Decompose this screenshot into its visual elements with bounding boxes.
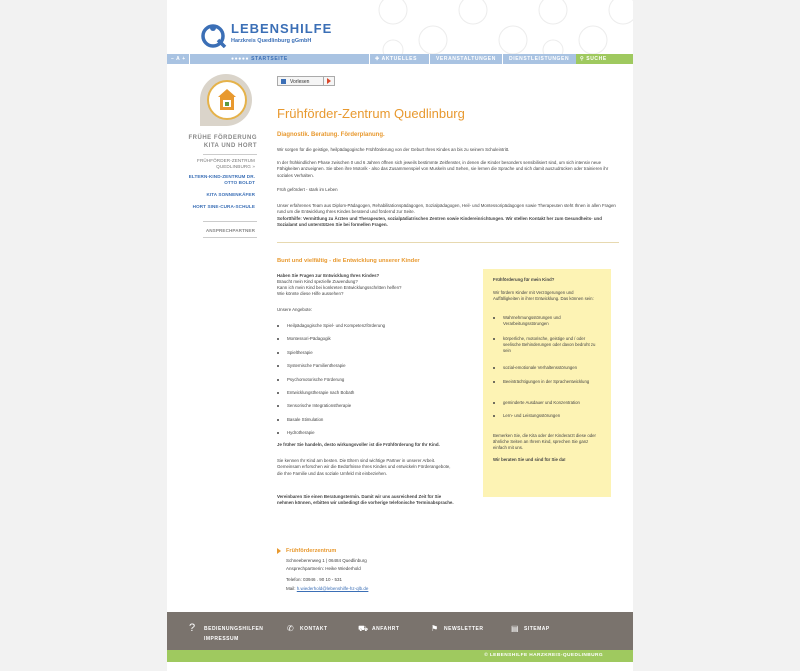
house-icon [209, 82, 245, 118]
list-item-text: Psychomotorische Förderung [287, 377, 345, 382]
contact-mail-label: Mail: [286, 586, 297, 591]
car-icon: ⛟ [358, 624, 369, 633]
document-icon: ▤ [511, 624, 519, 633]
question-4: Wie könnte diese Hilfe aussehen? [277, 291, 344, 296]
header-pattern [373, 0, 633, 54]
info-box-outro: Bemerken Sie, die Kita oder der Kinderarzt diese oder ähnliche Seiten an Ihrem Kind, sprechen Sie ganz einfach mit uns. [493, 433, 596, 451]
info-box-intro: Wir fördern Kinder mit Verzögerungen und Auffälligkeiten in ihrer Entwicklung. Das können sein: [493, 290, 594, 302]
list-item-text: Entwicklungstherapie nach Bobath [287, 390, 355, 395]
list-item-text: Montessori-Pädagogik [287, 336, 331, 341]
sidebar-divider [203, 221, 257, 222]
sidebar-title-line2: KITA UND HORT [203, 143, 257, 149]
contact-heading-label: Frühförderzentrum [286, 548, 337, 554]
list-item-text: Spieltherapie [287, 350, 313, 355]
lebenshilfe-logo-icon [201, 22, 227, 48]
nav-search-label: SUCHE [586, 56, 607, 62]
contact-address: Schneeberenweg 1 | 06484 Quedlinburg [286, 558, 367, 563]
footer-kontakt[interactable]: KONTAKT [300, 626, 328, 632]
nav-separator [189, 54, 190, 64]
nav-separator [502, 54, 503, 64]
vorlesen-button[interactable] [277, 76, 335, 86]
page [167, 0, 633, 671]
contact-mail-link[interactable]: h.wiederhold@lebenshilfe-hz-qlb.de [296, 586, 369, 591]
offers-label: Unsere Angebote: [277, 307, 313, 312]
footer-anfahrt[interactable]: ANFAHRT [372, 626, 400, 632]
intro-paragraph: Wir sorgen für die geistige, heilpädagogische Frühförderung von der Geburt Ihres Kindes an bis zu seinem Schuleintritt. [277, 147, 510, 152]
nav-separator [429, 54, 430, 64]
footer [167, 612, 633, 650]
question-icon: ? [189, 622, 196, 634]
question-3: Kann ich mein Kind bei konkreten Entwicklungsschritten helfen? [277, 285, 402, 290]
font-size-control[interactable]: – A + [171, 56, 186, 62]
sidebar-item-fruehfoerderzentrum[interactable]: FRÜHFÖRDER-ZENTRUM QUEDLINBURG » [197, 158, 255, 169]
info-box-final: Wir beraten Sie und sind für Sie da! [493, 457, 566, 462]
speaker-icon [281, 79, 286, 84]
vorlesen-label: Vorlesen [290, 79, 310, 85]
play-icon [323, 77, 334, 85]
sidebar-divider [203, 237, 257, 238]
nav-search[interactable] [576, 54, 633, 64]
question-2: Braucht mein Kind spezielle Zuwendung? [277, 279, 358, 284]
main-navigation [167, 54, 633, 64]
section-heading: Bunt und vielfältig - die Entwicklung unserer Kinder [277, 258, 420, 264]
nav-aktuelles[interactable] [375, 54, 417, 64]
contact-person: Ansprechpartnerin: Heike Wiederhold [286, 566, 361, 571]
early-action-heading: Je früher Sie handeln, desto wirkungsvoller ist die Frühförderung für Ihr Kind. [277, 442, 440, 447]
info-box-title: Frühförderung für mein Kind? [493, 277, 555, 282]
list-item-text: geminderte Ausdauer und Konzentration [503, 400, 580, 405]
sidebar [167, 64, 265, 612]
dots-icon: ●●●●● [231, 56, 250, 62]
list-item-text: Lern- und Leistungsstörungen [503, 413, 561, 418]
list-item-text: Hydrotherapie [287, 430, 315, 435]
footer-newsletter[interactable]: NEWSLETTER [444, 626, 484, 632]
team-paragraph: Unser erfahrenes Team aus Diplom-Pädagogen, Rehabilitationspädagogen, Sozialpädagogen, Heil- und Montessoripädagogen sowie Therapeuten steht Ihnen in allen Fragen rund um die Entwicklung Ihres Kindes beratend und fördernd zur Seite. [277, 203, 616, 215]
contact-heading [277, 548, 336, 554]
list-item-text: Basale Stimulation [287, 417, 324, 422]
footer-sitemap[interactable]: SITEMAP [524, 626, 550, 632]
info-box [483, 269, 611, 497]
plus-icon: ✚ [375, 56, 380, 62]
search-icon: ⚲ [580, 56, 585, 62]
brand-subtitle: Harzkreis Quedlinburg gGmbH [231, 38, 312, 44]
question-1: Haben Sie Fragen zur Entwicklung Ihres Kindes? [277, 273, 380, 278]
sidebar-item-eltern-kind-zentrum[interactable]: ELTERN-KIND-ZENTRUM DR. OTTO BOLDT [188, 174, 255, 185]
list-item-text: Sensorische Integrationstherapie [287, 403, 352, 408]
contact-mail [286, 586, 368, 591]
nav-search-inner [580, 54, 607, 64]
footer-bottom-bar [167, 650, 633, 662]
phase-paragraph: In der frühkindlichen Phase zwischen 0 und 6 Jahren öffnen sich jeweils bestimmte Zeitfenster, in denen die Kinder besonders sensibilisiert sind, um sich intensiv neue Fähigkeiten anzueignen. Sie üben ihre Motorik - also das Zusammenspiel von Muskeln und Sehen, sie lernen die Sprache und sich damit auszudrücken oder trainieren ihr soziales Verhalten. [277, 160, 609, 178]
list-item-text: sozial-emotionale Verhaltensstörungen [503, 365, 578, 370]
list-item-text: Beeinträchtigungen in der Sprachentwicklung [503, 379, 590, 384]
list-item-text: Heilpädagogische Spiel- und Kompetenzförderung [287, 323, 386, 328]
phone-icon: ✆ [287, 624, 294, 633]
nav-startseite-label: STARTSEITE [251, 56, 288, 62]
footer-impressum[interactable]: IMPRESSUM [204, 636, 239, 642]
list-item-text: Wahrnehmungsstörungen und Verarbeitungsstörungen [503, 315, 561, 327]
section-divider [277, 242, 619, 243]
page-title: Frühförder-Zentrum Quedlinburg [277, 106, 465, 121]
sofort-hilfe-paragraph: Sofortthilfe: Vermittlung zu Ärzten und Therapeuten, sozialpädiatrischen Zentren sowie Kindereinrichtungen. Wir stellen Kontakt her zum Gesundheits- und Sozialamt und unterstützen Sie bei formellen Fragen. [277, 216, 602, 228]
sidebar-item-hort[interactable]: HORT SINE-CURA-SCHULE [192, 204, 255, 209]
brand-name: LEBENSHILFE [231, 21, 333, 36]
nav-veranstaltungen[interactable]: VERANSTALTUNGEN [436, 56, 496, 62]
nav-startseite[interactable] [231, 54, 288, 64]
section-emblem [207, 80, 247, 120]
flag-icon: ⚑ [431, 624, 439, 633]
header [167, 0, 633, 54]
nav-separator [369, 54, 370, 64]
early-action-paragraph: Sie kennen Ihr Kind am besten. Die Eltern sind wichtige Partner in unserer Arbeit. Gemeinsam erforschen wir die Bedürfnisse Ihres Kindes und entwickeln Förderangebote, die Ihre Familie und das soziale Umfeld mit einbeziehen. [277, 458, 451, 476]
slogan: Früh gefördert - stark im Leben [277, 187, 338, 192]
appointment-paragraph: Vereinbaren Sie einen Beratungstermin. Damit wir uns ausreichend Zeit für Sie nehmen können, erbitten wir unbedingt die vorherige telefonische Terminabsprache. [277, 494, 454, 506]
nav-dienstleistungen[interactable]: DIENSTLEISTUNGEN [509, 56, 570, 62]
sidebar-title-line1: FRÜHE FÖRDERUNG [188, 135, 257, 141]
list-item-text: Systemische Familientherapie [287, 363, 346, 368]
copyright: © LEBENSHILFE HARZKREIS-QUEDLINBURG [484, 653, 603, 658]
list-item-text: körperliche, motorische, geistige und / oder seelische Behinderungen oder davon bedroht zu sein [503, 336, 596, 354]
page-subtitle: Diagnostik. Beratung. Förderplanung. [277, 132, 385, 138]
main-content [265, 64, 633, 612]
sidebar-title [175, 134, 257, 150]
contact-phone: Telefon: 03946 . 90 10 - 531 [286, 577, 343, 582]
sidebar-divider [203, 154, 257, 155]
sidebar-item-ansprechpartner[interactable]: ANSPRECHPARTNER [205, 228, 255, 233]
footer-bedienungshilfen[interactable]: BEDIENUNGSHILFEN [204, 626, 264, 632]
sidebar-item-kita-sonnenkaefer[interactable]: KITA SONNENKÄFER [206, 192, 255, 197]
nav-aktuelles-label: AKTUELLES [381, 56, 418, 62]
